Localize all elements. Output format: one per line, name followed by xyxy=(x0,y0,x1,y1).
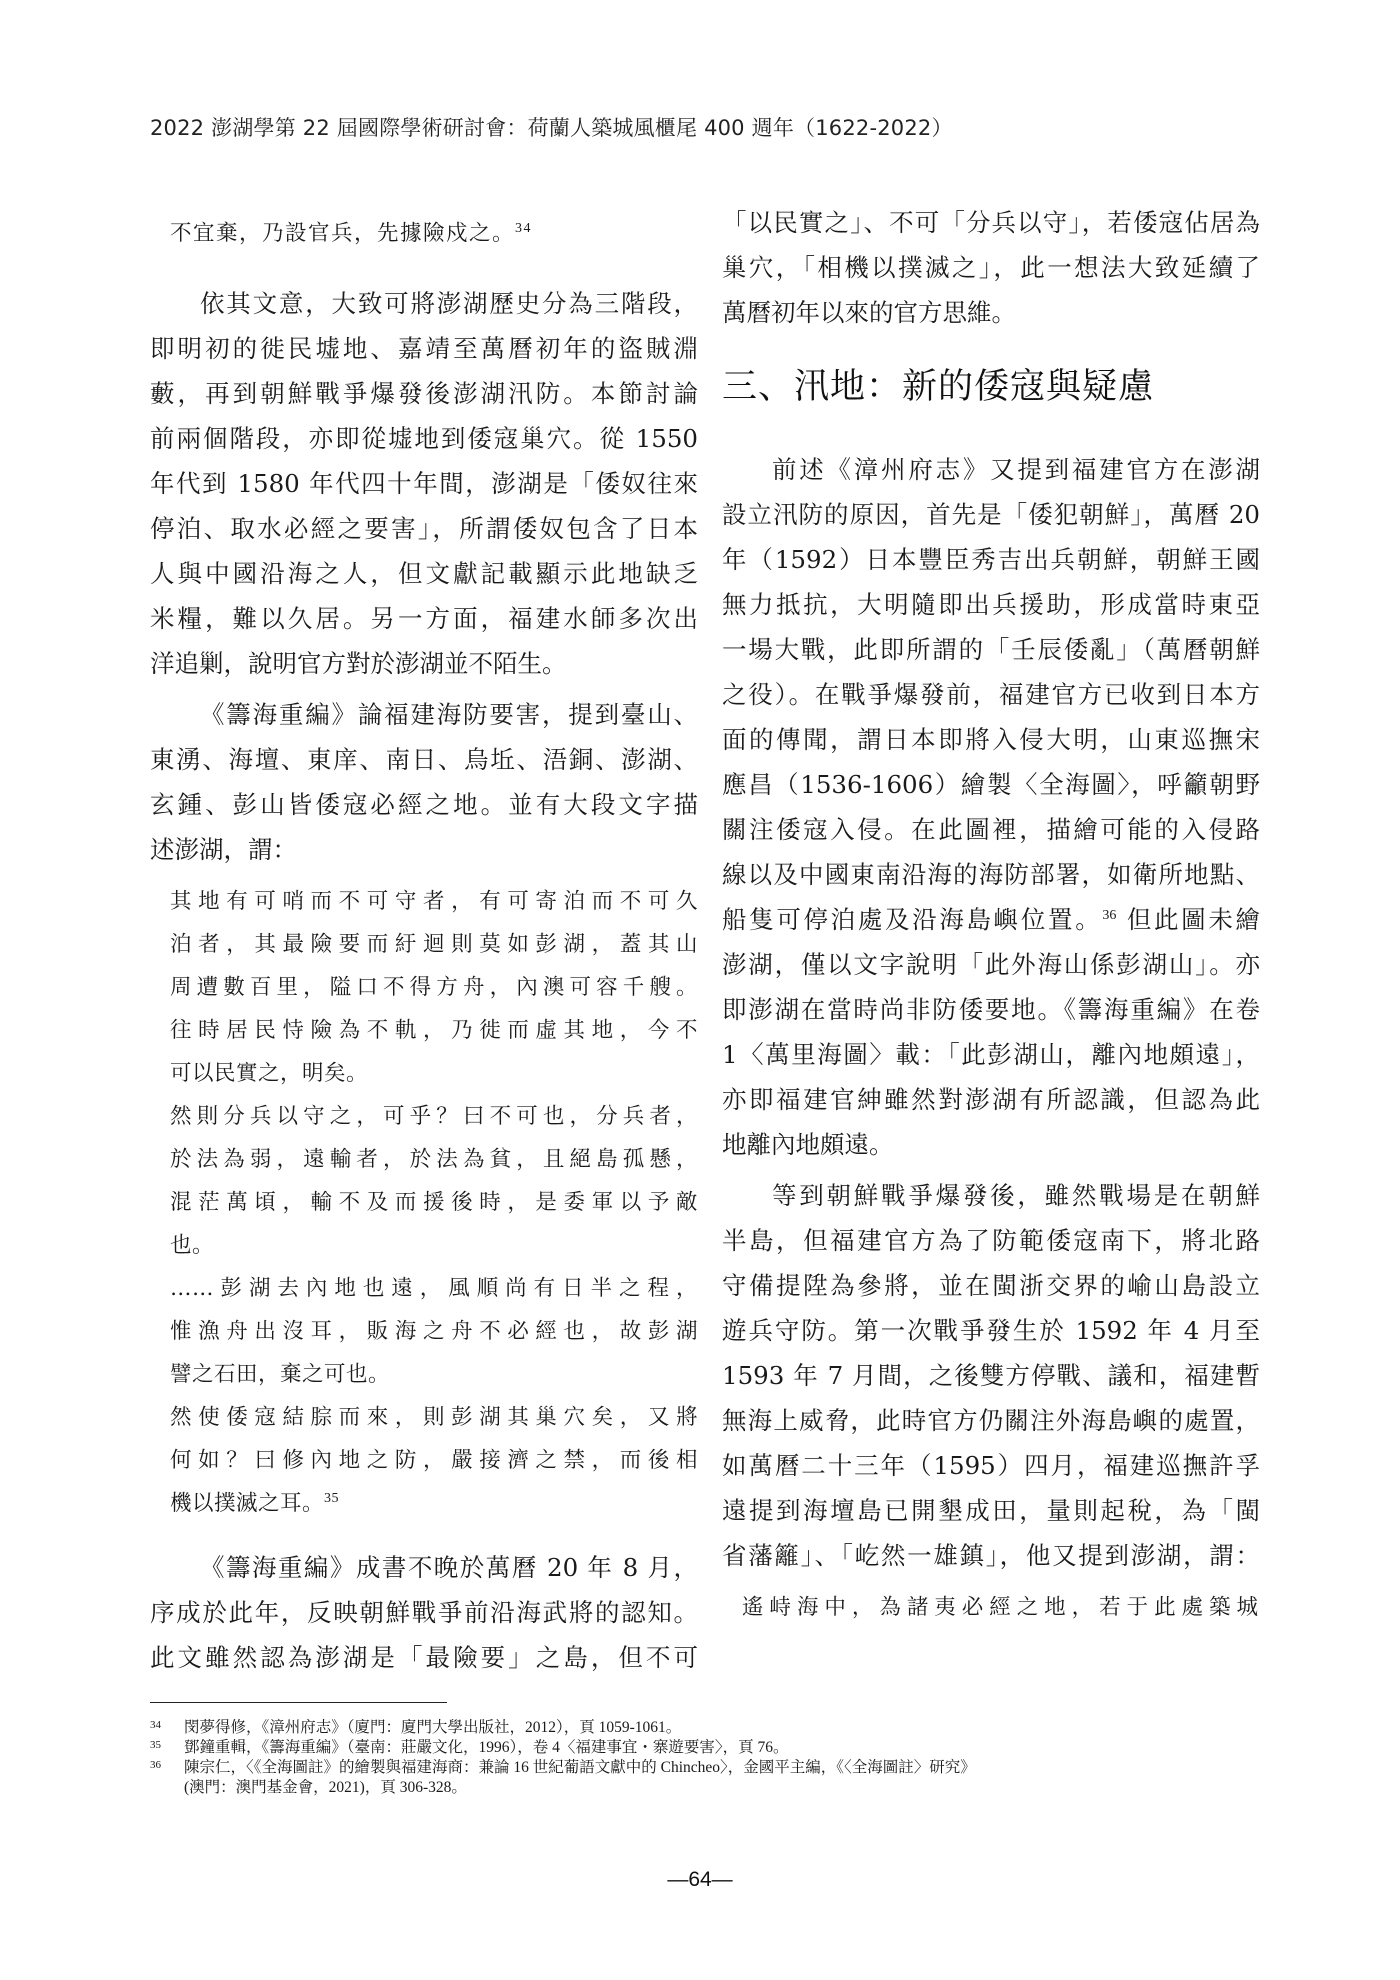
text-line: 玄鍾、彭山皆倭寇必經之地。並有大段文字描 xyxy=(150,790,698,819)
footnote-text: 鄧鐘重輯，《籌海重編》（臺南：莊嚴文化，1996），卷 4〈福建事宜・寨遊要害〉，頁 76。 xyxy=(184,1739,789,1756)
quote-line: 其地有可哨而不可守者，有可寄泊而不可久 xyxy=(170,889,698,914)
footnote-number: 34 xyxy=(150,1719,161,1731)
quote-line: 然則分兵以守之，可乎？曰不可也，分兵者， xyxy=(170,1104,698,1129)
text-line: 人與中國沿海之人，但文獻記載顯示此地缺乏 xyxy=(150,559,698,588)
quote-line: 混茫萬頃，輸不及而援後時，是委軍以予敵 xyxy=(170,1190,698,1215)
paragraph-dating xyxy=(150,1545,698,1680)
quote-line: 可以民實之，明矣。 xyxy=(170,1061,369,1086)
quote-line: 泊者，其最險要而紆迴則莫如彭湖，蓋其山 xyxy=(170,932,698,957)
footnote-ref-36[interactable]: 36 xyxy=(1102,907,1117,923)
right-column xyxy=(722,200,1260,1629)
quote-line: 惟漁舟出沒耳，販海之舟不必經也，故彭湖 xyxy=(170,1319,698,1344)
footnotes xyxy=(150,1718,1260,1798)
quote-line: 也。 xyxy=(170,1233,215,1258)
footnote-number: 36 xyxy=(150,1759,161,1771)
footnote-36 xyxy=(150,1758,1260,1778)
text-line: 米糧，難以久居。另一方面，福建水師多次出 xyxy=(150,604,698,633)
text-line: 《籌海重編》成書不晚於萬曆 20 年 8 月， xyxy=(200,1553,698,1582)
blockquote-tail-text: 不宜棄，乃設官兵，先據險戍之。 xyxy=(170,221,516,246)
footnote-36-continuation: (澳門：澳門基金會，2021)，頁 306-328。 xyxy=(184,1779,467,1796)
footnote-34 xyxy=(150,1718,1260,1738)
paragraph-zhangzhou-gazetteer xyxy=(722,447,1260,1167)
quote-line: 往時居民恃險為不軌，乃徙而虛其地，今不 xyxy=(170,1018,698,1043)
text-line: 年（1592）日本豐臣秀吉出兵朝鮮，朝鮮王國 xyxy=(722,545,1260,574)
text-line: 遠提到海壇島已開墾成田，量則起稅，為「閩 xyxy=(722,1496,1260,1525)
text-line: 依其文意，大致可將澎湖歷史分為三階段， xyxy=(200,289,698,318)
text-segment: 船隻可停泊處及沿海島嶼位置。 xyxy=(722,905,1103,934)
text-line: 《籌海重編》論福建海防要害，提到臺山、 xyxy=(200,700,698,729)
text-line: 應昌（1536-1606）繪製〈全海圖〉，呼籲朝野 xyxy=(722,770,1260,799)
paragraph-korean-war xyxy=(722,1173,1260,1578)
text-line: 序成於此年，反映朝鮮戰爭前沿海武將的認知。 xyxy=(150,1598,698,1627)
text-line: 遊兵守防。第一次戰爭發生於 1592 年 4 月至 xyxy=(722,1316,1260,1345)
footnote-number: 35 xyxy=(150,1739,161,1751)
text-line: 此文雖然認為澎湖是「最險要」之島，但不可 xyxy=(150,1643,698,1672)
text-line: 1〈萬里海圖〉載：「此彭湖山，離內地頗遠」， xyxy=(722,1040,1260,1069)
quote-line-with-ref xyxy=(150,1482,698,1525)
paragraph-three-stages xyxy=(150,281,698,686)
text-line: 如萬曆二十三年（1595）四月，福建巡撫許孚 xyxy=(722,1451,1260,1480)
quote-line: ……彭湖去內地也遠，風順尚有日半之程， xyxy=(170,1276,698,1301)
text-line: 之役）。在戰爭爆發前，福建官方已收到日本方 xyxy=(722,680,1260,709)
quote-line-text: 機以撲滅之耳。 xyxy=(170,1491,325,1516)
text-line: 省藩籬」、「屹然一雄鎮」，他又提到澎湖，謂： xyxy=(722,1541,1260,1570)
text-line: 設立汛防的原因，首先是「倭犯朝鮮」，萬曆 20 xyxy=(722,500,1260,529)
page-number: —64— xyxy=(667,1868,733,1891)
text-line: 述澎湖，謂： xyxy=(150,835,297,864)
footnote-separator xyxy=(150,1702,447,1703)
text-line: 無海上威脅，此時官方仍關注外海島嶼的處置， xyxy=(722,1406,1260,1435)
footnote-ref-35[interactable]: 35 xyxy=(324,1490,340,1506)
text-line: 巢穴，「相機以撲滅之」，此一想法大致延續了 xyxy=(722,253,1260,282)
text-line: 洋追剿，說明官方對於澎湖並不陌生。 xyxy=(150,649,567,678)
quote-line: 周遭數百里，隘口不得方舟，內澳可容千艘。 xyxy=(170,975,698,1000)
text-line: 半島，但福建官方為了防範倭寇南下，將北路 xyxy=(722,1226,1260,1255)
text-line: 亦即福建官紳雖然對澎湖有所認識，但認為此 xyxy=(722,1085,1260,1114)
text-line: 即澎湖在當時尚非防倭要地。《籌海重編》在卷 xyxy=(722,995,1260,1024)
paragraph-chouhai-chongbian xyxy=(150,692,698,872)
text-line-with-ref xyxy=(722,897,1260,942)
blockquote-start: 遙峙海中，為諸夷必經之地，若于此處築城 xyxy=(742,1595,1260,1620)
footnote-text: 閔夢得修，《漳州府志》（廈門：廈門大學出版社，2012），頁 1059-1061。 xyxy=(184,1719,682,1736)
running-header: 2022 澎湖學第 22 屆國際學術研討會：荷蘭人築城風櫃尾 400 週年（1622-2022） xyxy=(150,116,953,140)
text-line: 年代到 1580 年代四十年間，澎湖是「倭奴往來 xyxy=(150,469,698,498)
text-line: 面的傳聞，謂日本即將入侵大明，山東巡撫宋 xyxy=(722,725,1260,754)
text-line: 等到朝鮮戰爭爆發後，雖然戰場是在朝鮮 xyxy=(772,1181,1260,1210)
text-line: 無力抵抗，大明隨即出兵援助，形成當時東亞 xyxy=(722,590,1260,619)
footnote-35 xyxy=(150,1738,1260,1758)
text-line: 1593 年 7 月間，之後雙方停戰、議和，福建暫 xyxy=(722,1361,1260,1390)
text-line: 一場大戰，此即所謂的「壬辰倭亂」（萬曆朝鮮 xyxy=(722,635,1260,664)
text-line: 前述《漳州府志》又提到福建官方在澎湖 xyxy=(772,455,1260,484)
blockquote xyxy=(150,880,698,1525)
paragraph-continuation xyxy=(722,200,1260,335)
footnote-text: 陳宗仁，〈《全海圖註》的繪製與福建海商：兼論 16 世紀葡語文獻中的 Chincheo〉，金國平主編，《〈全海圖註〉研究》 xyxy=(184,1759,976,1776)
blockquote-tail xyxy=(150,212,698,255)
text-line: 萬曆初年以來的官方思維。 xyxy=(722,298,1016,327)
quote-line: 譬之石田，棄之可也。 xyxy=(170,1362,391,1387)
text-line: 線以及中國東南沿海的海防部署，如衛所地點、 xyxy=(722,860,1260,889)
text-line: 關注倭寇入侵。在此圖裡，描繪可能的入侵路 xyxy=(722,815,1260,844)
quote-line: 於法為弱，遠輸者，於法為貧，且絕島孤懸， xyxy=(170,1147,698,1172)
text-line: 「以民實之」、不可「分兵以守」，若倭寇佔居為 xyxy=(722,208,1260,237)
text-line: 停泊、取水必經之要害」，所謂倭奴包含了日本 xyxy=(150,514,698,543)
quote-line: 然使倭寇結腙而來，則彭湖其巢穴矣，又將 xyxy=(170,1405,698,1430)
quote-line: 何如？曰修內地之防，嚴接濟之禁，而後相 xyxy=(170,1448,698,1473)
text-line: 守備提陞為參將，並在閩浙交界的崳山島設立 xyxy=(722,1271,1260,1300)
text-line: 澎湖，僅以文字說明「此外海山係彭湖山」。亦 xyxy=(722,950,1260,979)
text-segment: 但此圖未繪 xyxy=(1116,905,1260,934)
text-line: 即明初的徙民墟地、嘉靖至萬曆初年的盜賊淵 xyxy=(150,334,698,363)
text-line: 地離內地頗遠。 xyxy=(722,1130,894,1159)
text-line: 前兩個階段，亦即從墟地到倭寇巢穴。從 1550 xyxy=(150,424,698,453)
left-column xyxy=(150,212,698,1680)
footnote-ref-34[interactable]: 34 xyxy=(515,220,533,236)
text-line: 藪，再到朝鮮戰爭爆發後澎湖汛防。本節討論 xyxy=(150,379,698,408)
text-line: 東湧、海壇、東庠、南日、烏坵、浯銅、澎湖、 xyxy=(150,745,698,774)
section-heading: 三、汛地：新的倭寇與疑慮 xyxy=(722,367,1155,407)
